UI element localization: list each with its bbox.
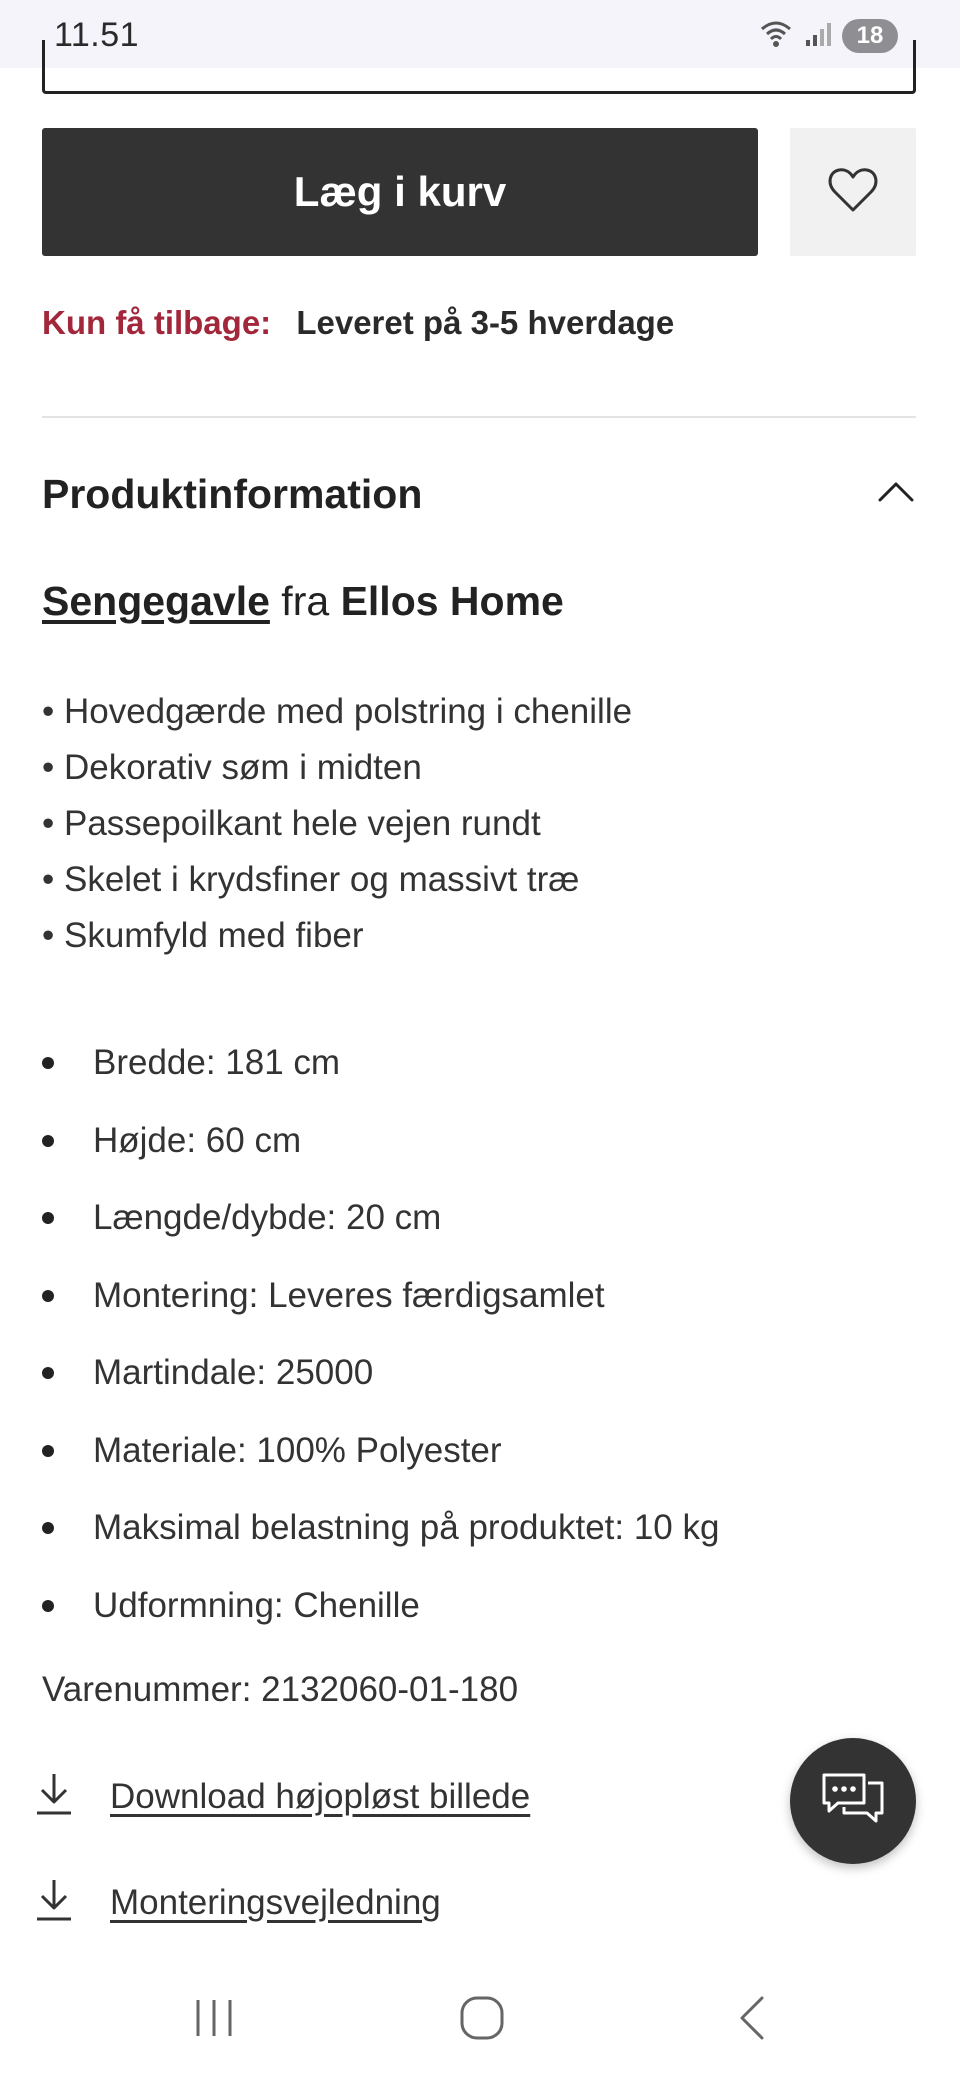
back-button[interactable] (712, 1990, 792, 2050)
heart-icon (827, 166, 879, 219)
chevron-up-icon[interactable] (876, 480, 916, 509)
add-to-cart-button[interactable]: Læg i kurv (42, 128, 758, 256)
wishlist-button[interactable] (790, 128, 916, 256)
chat-icon (820, 1769, 886, 1834)
battery-icon: 18 (842, 19, 898, 53)
home-icon (458, 1994, 506, 2047)
spec-item: Højde: 60 cm (42, 1102, 719, 1180)
size-select-field[interactable] (42, 40, 916, 94)
download-icon (34, 1878, 74, 1927)
spec-item: Bredde: 181 cm (42, 1024, 719, 1102)
status-time: 11.51 (54, 16, 140, 54)
spec-item: Udformning: Chenille (42, 1567, 719, 1645)
delivery-label: Leveret på 3-5 hverdage (296, 304, 675, 341)
spec-item: Maksimal belastning på produktet: 10 kg (42, 1489, 719, 1567)
divider (42, 416, 916, 418)
recent-apps-icon (192, 1996, 236, 2045)
feature-item: • Hovedgærde med polstring i chenille (42, 692, 633, 731)
spec-list (42, 1024, 719, 1644)
download-image-link[interactable] (34, 1772, 530, 1821)
article-number: Varenummer: 2132060-01-180 (42, 1670, 519, 1709)
brand-line (42, 578, 564, 625)
feature-list (42, 684, 632, 964)
spec-item: Længde/dybde: 20 cm (42, 1179, 719, 1257)
back-icon (732, 1994, 772, 2047)
spec-item: Materiale: 100% Polyester (42, 1412, 719, 1490)
product-info-header[interactable] (42, 464, 916, 524)
stock-info (42, 304, 674, 342)
assembly-guide-link[interactable] (34, 1878, 441, 1927)
spec-item: Martindale: 25000 (42, 1334, 719, 1412)
feature-item: • Dekorativ søm i midten (42, 748, 422, 787)
chat-button[interactable] (790, 1738, 916, 1864)
stock-low-label: Kun få tilbage: (42, 304, 272, 341)
feature-item: • Passepoilkant hele vejen rundt (42, 804, 541, 843)
download-image-label[interactable]: Download højopløst billede (110, 1776, 531, 1816)
section-title: Produktinformation (42, 470, 423, 517)
product-type-link[interactable]: Sengegavle (42, 578, 270, 624)
assembly-guide-label[interactable]: Monteringsvejledning (110, 1882, 441, 1922)
spec-item: Montering: Leveres færdigsamlet (42, 1257, 719, 1335)
brand-name: Ellos Home (340, 578, 564, 624)
feature-item: • Skelet i krydsfiner og massivt træ (42, 860, 580, 899)
recent-apps-button[interactable] (174, 1990, 254, 2050)
nav-bar (0, 1960, 960, 2080)
home-button[interactable] (442, 1990, 522, 2050)
from-word: fra (281, 578, 330, 624)
download-icon (34, 1772, 74, 1821)
feature-item: • Skumfyld med fiber (42, 916, 364, 955)
